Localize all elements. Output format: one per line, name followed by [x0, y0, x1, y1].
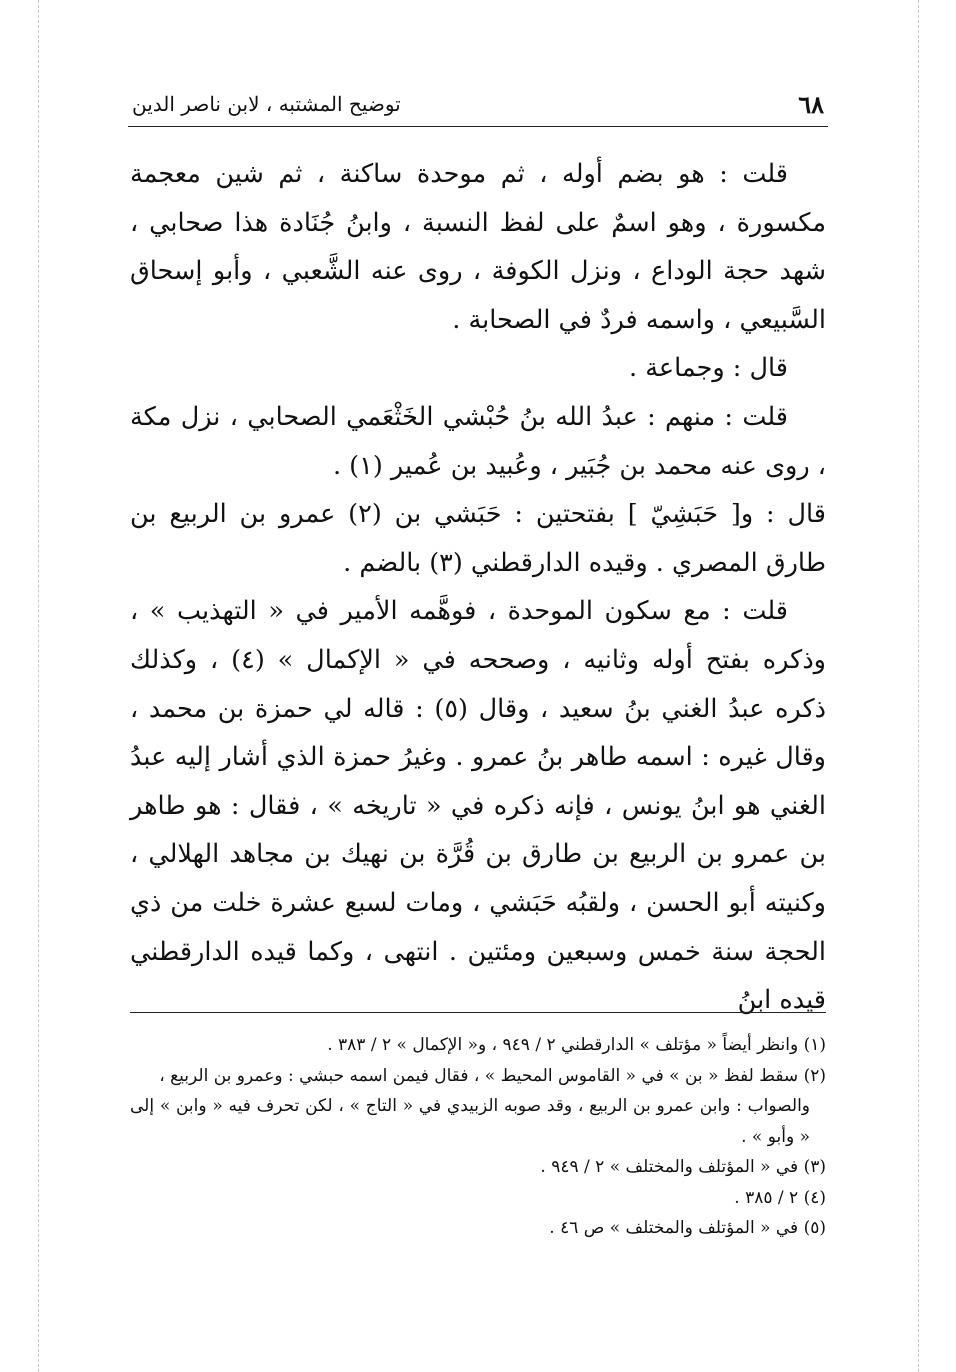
main-text — [130, 150, 826, 1025]
footnote: (٤) ٢ / ٣٨٥ . — [734, 1187, 826, 1208]
footnote: (١) وانظر أيضاً « مؤتلف » الدارقطني ٢ / ٩٤٩ ، و« الإكمال » ٢ / ٣٨٣ . — [327, 1035, 826, 1055]
footnote-separator — [130, 1012, 826, 1013]
footnote: (٢) سقط لفظ « بن » في « القاموس المحيط » ، فقال فيمن اسمه حبشي : وعمرو بن الربيع ، — [159, 1065, 826, 1086]
paragraph: قلت : هو بضم أوله ، ثم موحدة ساكنة ، ثم شين معجمة مكسورة ، وهو اسمٌ على لفظ النسبة ، وابنُ جُنَادة هذا صحابي ، شهد حجة الوداع ، ونزل الكوفة ، روى عنه الشَّعبي ، وأبو إسحاق السَّبيعي ، واسمه فردٌ في الصحابة . — [130, 159, 826, 335]
footnotes — [130, 1030, 826, 1244]
footnote: (٥) في « المؤتلف والمختلف » ص ٤٦ . — [549, 1218, 826, 1238]
running-title: توضيح المشتبه ، لابن ناصر الدين — [132, 92, 401, 116]
page-header — [128, 88, 828, 127]
paragraph: قلت : منهم : عبدُ الله بنُ حُبْشي الخَثْعَمي الصحابي ، نزل مكة ، روى عنه محمد بن جُبَير ، وعُبيد بن عُمير (١) . — [130, 401, 826, 481]
paragraph: قال : و[ حَبَشِيّ ] بفتحتين : حَبَشي بن (٢) عمرو بن الربيع بن طارق المصري . وقيده الدارقطني (٣) بالضم . — [130, 499, 826, 578]
footnote: (٣) في « المؤتلف والمختلف » ٢ / ٩٤٩ . — [540, 1157, 826, 1177]
paragraph: قال : وجماعة . — [629, 353, 788, 384]
page-number: ٦٨ — [798, 90, 824, 119]
paragraph: قلت : مع سكون الموحدة ، فوهَّمه الأمير في « التهذيب » ، وذكره بفتح أوله وثانيه ، وصححه في « الإكمال » (٤) ، وكذلك ذكره عبدُ الغني بنُ سعيد ، وقال (٥) : قاله لي حمزة بن محمد ، وقال غيره : اسمه طاهر بنُ عمرو . وغيرُ حمزة الذي أشار إليه عبدُ الغني هو ابنُ يونس ، فإنه ذكره في « تاريخه » ، فقال : هو طاهر بن عمرو بن الربيع بن طارق بن قُرَّة بن نهيك بن مجاهد الهلالي ، وكنيته أبو الحسن ، ولقبُه حَبَشي ، ومات لسبع عشرة خلت من ذي الحجة سنة خمس وسبعين ومئتين . انتهى ، وكما قيده الدارقطني قيده ابنُ — [130, 596, 826, 1016]
footnote-continuation: والصواب : وابن عمرو بن الربيع ، وقد صوبه الزبيدي في « التاج » ، لكن تحرف فيه « وابن » إلى « وأبو » . — [130, 1096, 810, 1147]
